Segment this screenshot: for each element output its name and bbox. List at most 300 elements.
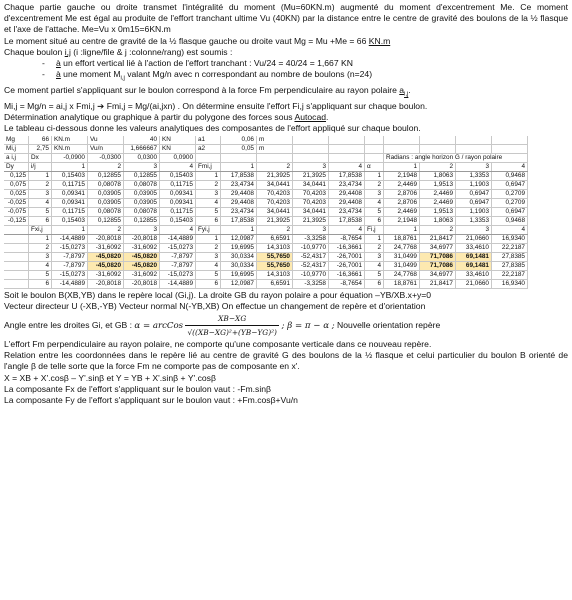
table-cell: 6: [29, 279, 52, 288]
table-cell: 70,4203: [257, 189, 293, 198]
table-cell: 1: [384, 225, 420, 234]
table-cell: 3: [293, 225, 329, 234]
table-cell: 5: [29, 270, 52, 279]
table-cell: 1: [384, 162, 420, 171]
table-cell: 6,6591: [257, 234, 293, 243]
table-cell: 0,03905: [124, 189, 160, 198]
table-cell: 29,4408: [329, 198, 365, 207]
table-cell: -31,6092: [88, 243, 124, 252]
table-cell: 1: [365, 171, 384, 180]
table-cell: [4, 243, 29, 252]
table-cell: -15,0273: [52, 243, 88, 252]
table-cell: -0,0900: [52, 153, 88, 162]
table-cell: -3,3258: [293, 234, 329, 243]
table-cell: a i,j: [4, 153, 29, 162]
table-cell: -7,8797: [52, 261, 88, 270]
table-cell: 21,8417: [420, 279, 456, 288]
table-cell: 33,4610: [456, 243, 492, 252]
table-cell: 18,8761: [384, 234, 420, 243]
table-cell: KN: [160, 136, 196, 145]
table-cell: α: [365, 162, 384, 171]
table-cell: 69,1481: [456, 261, 492, 270]
table-cell: [4, 252, 29, 261]
table-cell: 0,06: [221, 136, 257, 145]
table-cell: 23,4734: [221, 180, 257, 189]
table-cell: 2: [420, 225, 456, 234]
paragraph-relation: Relation entre les coordonnées dans le repère lié au centre de gravité G des boulons de la ½ flasque et celui particulier du boulon B orienté de l'angle β de telle sorte que la force Fm ne comporte pas de composante en x'.: [4, 350, 568, 372]
table-cell: 0,15403: [52, 171, 88, 180]
table-cell: 4: [329, 162, 365, 171]
table-cell: -20,8018: [88, 234, 124, 243]
table-cell: 27,8385: [492, 252, 528, 261]
table-cell: [293, 136, 329, 145]
table-cell: 3: [456, 225, 492, 234]
table-cell: 4: [492, 162, 528, 171]
table-cell: 5: [365, 270, 384, 279]
table-cell: 2,8706: [384, 198, 420, 207]
table-cell: [196, 153, 221, 162]
table-cell: 0,03905: [124, 198, 160, 207]
table-cell: [365, 144, 384, 153]
table-cell: 2: [29, 180, 52, 189]
table-cell: 0,12855: [88, 171, 124, 180]
table-cell: 1: [221, 225, 257, 234]
table-cell: [329, 144, 365, 153]
table-cell: 2,1948: [384, 216, 420, 225]
table-cell: 55,7650: [257, 261, 293, 270]
paragraph-angle-formula: Angle entre les droites Gi, et GB : α = arcCos $\frac{XB-XG}{\text{√((XB−XG)²+(YB−YG)²)}}$ ; β = π − α ; Nouvelle orientation repère: [4, 314, 441, 338]
table-cell: KN: [160, 144, 196, 153]
table-cell: -16,3661: [329, 243, 365, 252]
table-cell: 0,125: [4, 171, 29, 180]
table-cell: 70,4203: [293, 189, 329, 198]
table-cell: 2,4469: [384, 207, 420, 216]
table-row: [4, 171, 528, 180]
table-cell: -10,9770: [293, 243, 329, 252]
table-cell: 16,9340: [492, 279, 528, 288]
table-cell: 0,11715: [160, 180, 196, 189]
table-row: [4, 180, 528, 189]
table-cell: 34,0441: [257, 207, 293, 216]
table-cell: -14,4889: [160, 279, 196, 288]
table-cell: 4: [196, 261, 221, 270]
table-cell: 2: [29, 243, 52, 252]
table-row: [4, 153, 528, 162]
table-cell: -0,0300: [88, 153, 124, 162]
table-cell: -45,0820: [88, 261, 124, 270]
table-cell: Vu/n: [88, 144, 124, 153]
table-cell: 71,7086: [420, 252, 456, 261]
table-cell: 0,11715: [52, 207, 88, 216]
table-cell: 0,075: [4, 180, 29, 189]
table-cell: 2: [365, 243, 384, 252]
table-row: [4, 189, 528, 198]
table-cell: -14,4889: [160, 234, 196, 243]
table-cell: Mg: [4, 136, 29, 145]
table-cell: 4: [160, 162, 196, 171]
table-cell: 2,4469: [420, 198, 456, 207]
table-cell: 0,11715: [160, 207, 196, 216]
table-cell: 66: [29, 136, 52, 145]
table-cell: -52,4317: [293, 252, 329, 261]
table-cell: 1,3353: [456, 216, 492, 225]
table-cell: 40: [124, 136, 160, 145]
table-cell: 5: [365, 207, 384, 216]
table-cell: 14,3103: [257, 243, 293, 252]
table-cell: 4: [29, 198, 52, 207]
table-cell: -31,6092: [124, 270, 160, 279]
table-cell: [365, 136, 384, 145]
table-cell: 1,1903: [456, 180, 492, 189]
table-cell: KN.m: [52, 144, 88, 153]
table-cell: Dx: [29, 153, 52, 162]
table-cell: 34,0441: [293, 180, 329, 189]
table-row: [4, 252, 528, 261]
table-cell: 17,8538: [221, 171, 257, 180]
table-cell: 4: [365, 198, 384, 207]
table-cell: [4, 234, 29, 243]
table-cell: [329, 136, 365, 145]
table-row: [4, 243, 528, 252]
table-cell: 1: [221, 162, 257, 171]
table-cell: 3: [365, 189, 384, 198]
table-cell: 19,6995: [221, 270, 257, 279]
table-row: [4, 207, 528, 216]
table-cell: 4: [29, 261, 52, 270]
table-cell: 1,1903: [456, 207, 492, 216]
index-ij: i,j: [64, 46, 71, 57]
table-row: [4, 279, 528, 288]
table-cell: 0,2709: [492, 189, 528, 198]
paragraph-fx: La composante Fx de l'effort s'appliquant sur le boulon vaut : -Fm.sinβ: [4, 383, 271, 394]
table-cell: 23,4734: [329, 207, 365, 216]
table-cell: Dy: [4, 162, 29, 171]
table-cell: 6: [196, 216, 221, 225]
table-cell: 30,0334: [221, 261, 257, 270]
table-cell: -20,8018: [124, 234, 160, 243]
table-cell: 1,8063: [420, 171, 456, 180]
paragraph-mg: Le moment situé au centre de gravité de la ½ flasque gauche ou droite vaut Mg = Mu +Me = 66 KN.m: [4, 35, 391, 46]
table-cell: 33,4610: [456, 270, 492, 279]
table-cell: 34,6977: [420, 243, 456, 252]
table-cell: 31,0499: [384, 252, 420, 261]
paragraph-determination: Détermination analytique ou graphique à partir du polygone des forces sous Autocad.: [4, 112, 329, 123]
table-cell: -20,8018: [124, 279, 160, 288]
table-cell: [365, 153, 384, 162]
table-cell: 2: [365, 180, 384, 189]
list-item-moment: - à une moment $M_{i,j}$ valant Mg/n avec n correspondant au nombre de boulons (n=24): [56, 69, 568, 85]
table-cell: m: [257, 144, 293, 153]
table-cell: 5: [29, 207, 52, 216]
table-cell: 1: [196, 234, 221, 243]
table-cell: 31,0499: [384, 261, 420, 270]
table-cell: [4, 225, 29, 234]
table-cell: [293, 144, 329, 153]
table-cell: 0,12855: [124, 171, 160, 180]
table-cell: 2,8706: [384, 189, 420, 198]
table-cell: [257, 153, 293, 162]
table-cell: 21,0660: [456, 279, 492, 288]
table-cell: Fxi,j: [29, 225, 52, 234]
table-cell: [456, 144, 492, 153]
table-cell: 6: [29, 216, 52, 225]
table-cell: 2,1948: [384, 171, 420, 180]
table-cell: 22,2187: [492, 270, 528, 279]
table-cell: -7,8797: [160, 252, 196, 261]
paragraph-xy-relation: X = XB + X'.cosβ – Y'.sinβ et Y = YB + X'.sinβ + Y'.cosβ: [4, 372, 216, 383]
table-cell: 0,12855: [124, 216, 160, 225]
table-row: [4, 270, 528, 279]
table-cell: 71,7086: [420, 261, 456, 270]
table-cell: 6,6591: [257, 279, 293, 288]
paragraph-boulon-intro: Chaque boulon i,j (i :ligne/file & j :colonne/rang) est soumis :: [4, 46, 233, 57]
table-cell: Radians : angle horizon G / rayon polaire: [384, 153, 528, 162]
table-cell: 0,6947: [492, 180, 528, 189]
table-cell: 0,15403: [160, 216, 196, 225]
table-cell: [492, 144, 528, 153]
table-cell: [329, 153, 365, 162]
table-cell: -45,0820: [88, 252, 124, 261]
table-cell: 0,08078: [124, 180, 160, 189]
table-cell: 21,3925: [257, 171, 293, 180]
table-cell: [384, 144, 420, 153]
paragraph-force-fm: Ce moment partiel s'appliquant sur le boulon correspond à la force Fm perpendiculaire au rayon polaire $a_{i,j}$.: [4, 85, 411, 98]
table-cell: 69,1481: [456, 252, 492, 261]
table-row: [4, 261, 528, 270]
table-cell: 1: [196, 171, 221, 180]
table-cell: -3,3258: [293, 279, 329, 288]
table-cell: 0,09341: [160, 189, 196, 198]
paragraph-moment-intro: Chaque partie gauche ou droite transmet l'intégralité du moment (Mu=60KN.m) augmenté du moment d'excentrement Me. Ce moment d'excentrement Me est égal au produite de l'effort tranchant ultime Vu (40KN) par la distance entre le centre de gravité des boulons de la ½ flasque et l'axe de l'attache. Me=Vu x 0m15=6KN.m: [4, 2, 568, 35]
table-cell: 1,8063: [420, 216, 456, 225]
table-cell: Fi,j: [365, 225, 384, 234]
table-cell: 0,15403: [52, 216, 88, 225]
autocad-link: Autocad: [294, 112, 327, 123]
table-cell: 3: [124, 225, 160, 234]
table-cell: [420, 144, 456, 153]
table-cell: 0,12855: [88, 216, 124, 225]
table-cell: 29,4408: [329, 189, 365, 198]
table-cell: 0,15403: [160, 171, 196, 180]
table-cell: [4, 261, 29, 270]
table-cell: 34,0441: [257, 180, 293, 189]
effort-list: [4, 58, 568, 85]
table-cell: -16,3661: [329, 270, 365, 279]
table-cell: -26,7001: [329, 261, 365, 270]
table-cell: 17,8538: [221, 216, 257, 225]
table-cell: 0,09341: [160, 198, 196, 207]
table-cell: 17,8538: [329, 216, 365, 225]
table-cell: 2: [88, 225, 124, 234]
paragraph-fy: La composante Fy de l'effort s'appliquant sur le boulon vaut : +Fm.cosβ+Vu/n: [4, 395, 298, 406]
paragraph-vecteur: Vecteur directeur U (-XB,-YB) Vecteur normal N(-YB,XB) On effectue un changement de repère et d'orientation: [4, 300, 426, 311]
table-cell: 6: [365, 216, 384, 225]
table-cell: -15,0273: [52, 270, 88, 279]
table-cell: 0,6947: [456, 198, 492, 207]
table-cell: 0,2709: [492, 198, 528, 207]
table-cell: 0,11715: [52, 180, 88, 189]
table-cell: -7,8797: [52, 252, 88, 261]
table-cell: 21,8417: [420, 234, 456, 243]
table-cell: [456, 136, 492, 145]
table-cell: 4: [160, 225, 196, 234]
table-cell: 0,05: [221, 144, 257, 153]
table-cell: 18,8761: [384, 279, 420, 288]
table-cell: -26,7001: [329, 252, 365, 261]
table-cell: -20,8018: [88, 279, 124, 288]
table-cell: 5: [196, 270, 221, 279]
table-cell: 1: [29, 171, 52, 180]
table-row: [4, 225, 528, 234]
table-cell: 3: [365, 252, 384, 261]
table-cell: 2: [420, 162, 456, 171]
table-cell: 12,0987: [221, 234, 257, 243]
table-cell: 4: [365, 261, 384, 270]
table-cell: 23,4734: [221, 207, 257, 216]
table-row: [4, 162, 528, 171]
table-cell: 3: [196, 252, 221, 261]
table-cell: [420, 136, 456, 145]
table-cell: 2: [257, 162, 293, 171]
table-cell: 29,4408: [221, 198, 257, 207]
table-row: [4, 216, 528, 225]
table-cell: 1,9513: [420, 180, 456, 189]
table-cell: 2: [257, 225, 293, 234]
table-cell: 0,9468: [492, 216, 528, 225]
table-cell: 0,0900: [160, 153, 196, 162]
unit-knm: KN.m: [368, 35, 391, 46]
table-cell: 0,09341: [52, 189, 88, 198]
table-cell: 4: [196, 198, 221, 207]
table-cell: KN.m: [52, 136, 88, 145]
table-cell: 0,6947: [456, 189, 492, 198]
table-cell: 0,03905: [88, 189, 124, 198]
table-cell: 3: [293, 162, 329, 171]
table-cell: 2,4469: [420, 189, 456, 198]
paragraph-boulon-b: Soit le boulon B(XB,YB) dans le repère local (Gi,j). La droite GB du rayon polaire a pour équation –YB/XB.x+y=0: [4, 289, 432, 300]
table-cell: [4, 270, 29, 279]
table-cell: -14,4889: [52, 279, 88, 288]
table-cell: [492, 136, 528, 145]
table-cell: 0,6947: [492, 207, 528, 216]
table-cell: 30,0334: [221, 252, 257, 261]
table-cell: a1: [196, 136, 221, 145]
table-cell: a2: [196, 144, 221, 153]
table-cell: 3: [29, 189, 52, 198]
table-cell: 1,3353: [456, 171, 492, 180]
table-cell: Fmi,j: [196, 162, 221, 171]
table-cell: 3: [196, 189, 221, 198]
table-cell: 2: [88, 162, 124, 171]
paragraph-mij-formula: Mi,j = Mg/n = ai,j x Fmi,j ➔ Fmi,j = Mg/(ai,jxn) . On détermine ensuite l'effort Fi,j s'appliquant sur chaque boulon.: [4, 101, 428, 112]
table-row: [4, 144, 528, 153]
table-cell: 0,9468: [492, 171, 528, 180]
table-cell: -10,9770: [293, 270, 329, 279]
table-cell: 34,6977: [420, 270, 456, 279]
table-cell: -0,125: [4, 216, 29, 225]
table-cell: 2: [196, 243, 221, 252]
table-cell: 0,08078: [124, 207, 160, 216]
table-row: [4, 234, 528, 243]
table-row: [4, 198, 528, 207]
table-cell: 21,0660: [456, 234, 492, 243]
table-cell: 3: [29, 252, 52, 261]
table-cell: -15,0273: [160, 243, 196, 252]
table-cell: 1: [52, 225, 88, 234]
table-cell: 22,2187: [492, 243, 528, 252]
table-cell: [293, 153, 329, 162]
table-cell: i/j: [29, 162, 52, 171]
table-cell: -31,6092: [124, 243, 160, 252]
table-cell: 70,4203: [257, 198, 293, 207]
table-cell: 1,9513: [420, 207, 456, 216]
table-cell: -0,025: [4, 198, 29, 207]
table-cell: -15,0273: [160, 270, 196, 279]
table-cell: -8,7654: [329, 234, 365, 243]
results-table: [4, 136, 528, 289]
table-cell: 0,025: [4, 189, 29, 198]
table-cell: -0,075: [4, 207, 29, 216]
table-cell: -7,8797: [160, 261, 196, 270]
table-cell: Vu: [88, 136, 124, 145]
table-cell: 5: [196, 207, 221, 216]
table-cell: 19,6995: [221, 243, 257, 252]
table-cell: -8,7654: [329, 279, 365, 288]
table-cell: 6: [196, 279, 221, 288]
table-cell: 4: [492, 225, 528, 234]
table-cell: -45,0820: [124, 261, 160, 270]
table-cell: -52,4317: [293, 261, 329, 270]
table-cell: 2: [196, 180, 221, 189]
table-cell: 2,4469: [384, 180, 420, 189]
table-cell: 27,8385: [492, 261, 528, 270]
table-cell: 29,4408: [221, 189, 257, 198]
table-cell: 6: [365, 279, 384, 288]
table-cell: 21,3925: [293, 171, 329, 180]
table-cell: 0,08078: [88, 180, 124, 189]
table-cell: 3: [124, 162, 160, 171]
paragraph-table-intro: Le tableau ci-dessous donne les valeurs analytiques des composantes de l'effort appliqué sur chaque boulon.: [4, 123, 421, 134]
table-cell: 17,8538: [329, 171, 365, 180]
table-cell: -45,0820: [124, 252, 160, 261]
table-cell: [4, 279, 29, 288]
table-cell: 2,75: [29, 144, 52, 153]
table-cell: 23,4734: [329, 180, 365, 189]
table-cell: Fyi,j: [196, 225, 221, 234]
table-cell: [384, 136, 420, 145]
table-cell: [221, 153, 257, 162]
list-item-effort-vertical: - à un effort vertical lié à l'action de l'effort tranchant : Vu/24 = 40/24 = 1,667 KN: [56, 58, 568, 69]
table-cell: 21,3925: [293, 216, 329, 225]
table-cell: 1: [29, 234, 52, 243]
table-cell: 3: [456, 162, 492, 171]
paragraph-fm-perpendiculaire: L'effort Fm perpendiculaire au rayon polaire, ne comporte qu'une composante verticale dans ce nouveau repère.: [4, 339, 432, 350]
table-cell: Mi,j: [4, 144, 29, 153]
table-row: [4, 136, 528, 145]
table-cell: 24,7768: [384, 270, 420, 279]
table-cell: 16,9340: [492, 234, 528, 243]
table-cell: 0,03905: [88, 198, 124, 207]
table-cell: m: [257, 136, 293, 145]
table-cell: 34,0441: [293, 207, 329, 216]
table-cell: 1,666667: [124, 144, 160, 153]
table-cell: 24,7768: [384, 243, 420, 252]
table-cell: -14,4889: [52, 234, 88, 243]
table-cell: -31,6092: [88, 270, 124, 279]
table-cell: 21,3925: [257, 216, 293, 225]
table-cell: 12,0987: [221, 279, 257, 288]
table-cell: 4: [329, 225, 365, 234]
